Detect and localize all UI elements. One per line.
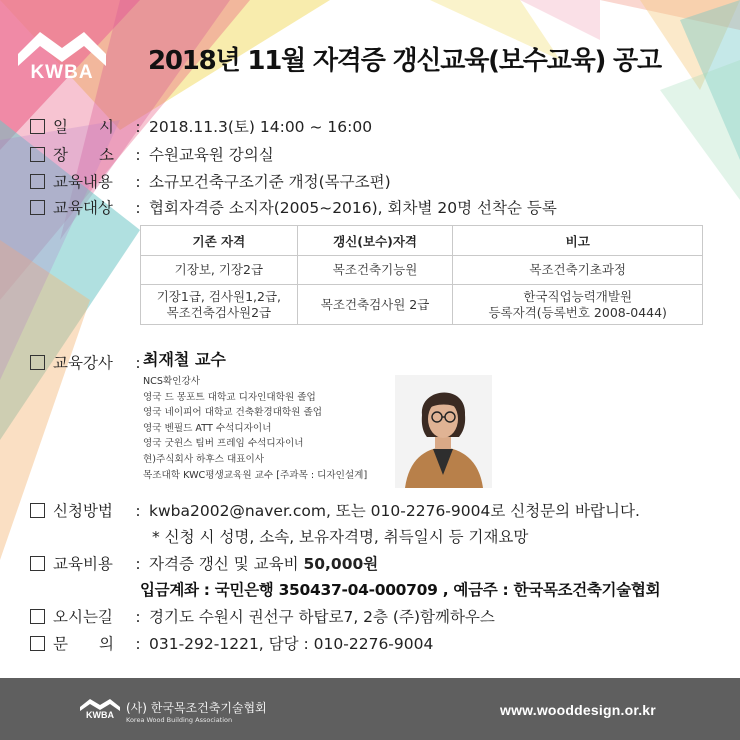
row-label: 교육비용 [53, 555, 113, 573]
row-label: 교육내용 [53, 173, 113, 191]
instructor-career-list [143, 374, 367, 483]
table-cell-line: 등록자격(등록번호 2008-0444) [488, 304, 667, 320]
checkbox-icon [30, 609, 45, 624]
checkbox-icon [30, 119, 45, 134]
row-label: 교육강사 [53, 354, 113, 372]
checkbox-icon [30, 636, 45, 651]
row-value: 수원교육원 강의실 [149, 146, 274, 164]
row-label: 일 시 [53, 118, 114, 136]
table-row [141, 285, 703, 325]
row-label: 신청방법 [53, 502, 113, 520]
qualification-table [140, 225, 703, 325]
cost-text: 자격증 갱신 및 교육비 [149, 555, 304, 573]
row-cost [30, 552, 378, 574]
checkbox-icon [30, 355, 45, 370]
page-title: 2018년 11월 자격증 갱신교육(보수교육) 공고 [148, 46, 661, 76]
row-contact [30, 632, 433, 654]
list-item: 현)주식회사 하후스 대표이사 [143, 453, 265, 465]
table-header-cell: 기존 자격 [141, 226, 298, 256]
instructor-name: 최재철 교수 [143, 350, 226, 369]
footer-org-name: (사) 한국목조건축기술협회 [126, 701, 267, 715]
row-label: 오시는길 [53, 608, 113, 626]
footer-logo [80, 698, 120, 722]
row-label: 장 소 [53, 146, 114, 164]
kwba-logo [18, 28, 106, 90]
footer-logo-text: KWBA [86, 710, 114, 720]
row-location [30, 605, 495, 627]
website-link[interactable]: www.wooddesign.or.kr [500, 702, 656, 718]
apply-email-text: kwba2002@naver.com, 또는 010-2276-9004로 신청문의 바랍니다. [149, 502, 640, 520]
logo-text: KWBA [30, 62, 94, 83]
row-value: 031-292-1221, 담당 : 010-2276-9004 [149, 635, 434, 653]
row-date [30, 115, 372, 137]
row-target [30, 196, 557, 218]
table-cell [453, 285, 703, 325]
table-cell: 목조건축검사원 2급 [297, 285, 453, 325]
colon: : [135, 146, 141, 164]
table-cell: 기장보, 기장2급 [141, 256, 298, 285]
row-value: 2018.11.3(토) 14:00 ~ 16:00 [149, 118, 373, 136]
checkbox-icon [30, 147, 45, 162]
list-item: 영국 벤필드 ATT 수석디자이너 [143, 422, 272, 434]
colon: : [135, 555, 141, 573]
table-cell: 목조건축기능원 [297, 256, 453, 285]
colon: : [135, 173, 141, 191]
list-item: 영국 네이피어 대학교 건축환경대학원 졸업 [143, 407, 323, 419]
table-cell-line: 한국직업능력개발원 [523, 288, 633, 304]
footer [0, 678, 740, 740]
row-label: 교육대상 [53, 199, 113, 217]
table-cell [141, 285, 298, 325]
row-value: 경기도 수원시 권선구 하탑로7, 2층 (주)함께하우스 [149, 608, 495, 626]
colon: : [135, 608, 141, 626]
colon: : [135, 118, 141, 136]
table-header-cell: 비고 [453, 226, 703, 256]
table-cell: 목조건축기초과정 [453, 256, 703, 285]
table-header-row [141, 226, 703, 256]
apply-note: * 신청 시 성명, 소속, 보유자격명, 취득일시 등 기재요망 [152, 528, 529, 546]
row-value [149, 552, 378, 574]
row-place [30, 143, 274, 165]
list-item: 영국 드 몽포트 대학교 디자인대학원 졸업 [143, 391, 316, 403]
row-apply [30, 499, 640, 521]
list-item: 영국 굿윈스 팀버 프레임 수석디자이너 [143, 438, 304, 450]
list-item: 목조대학 KWC평생교육원 교수 [주과목 : 디자인설계] [143, 469, 368, 481]
table-cell-line: 목조건축검사원2급 [166, 304, 272, 320]
row-label: 문 의 [53, 635, 114, 653]
footer-org-name-en: Korea Wood Building Association [126, 716, 233, 724]
row-value: 협회자격증 소지자(2005~2016), 회차별 20명 선착순 등록 [149, 199, 557, 217]
list-item: NCS확인강사 [143, 376, 201, 387]
instructor-photo [395, 375, 492, 488]
checkbox-icon [30, 503, 45, 518]
colon: : [135, 199, 141, 217]
row-content [30, 170, 391, 192]
bank-account: 입금계좌 : 국민은행 350437-04-000709 , 예금주 : 한국목조건축기술협회 [140, 581, 661, 599]
table-cell-line: 기장1급, 검사원1,2급, [156, 288, 281, 304]
colon: : [135, 354, 141, 372]
checkbox-icon [30, 200, 45, 215]
colon: : [135, 635, 141, 653]
checkbox-icon [30, 556, 45, 571]
row-value: 소규모건축구조기준 개정(목구조편) [149, 173, 391, 191]
cost-amount: 50,000원 [303, 555, 379, 573]
colon: : [135, 502, 141, 520]
table-row [141, 256, 703, 285]
table-header-cell: 갱신(보수)자격 [297, 226, 453, 256]
row-instructor [30, 351, 149, 373]
checkbox-icon [30, 174, 45, 189]
